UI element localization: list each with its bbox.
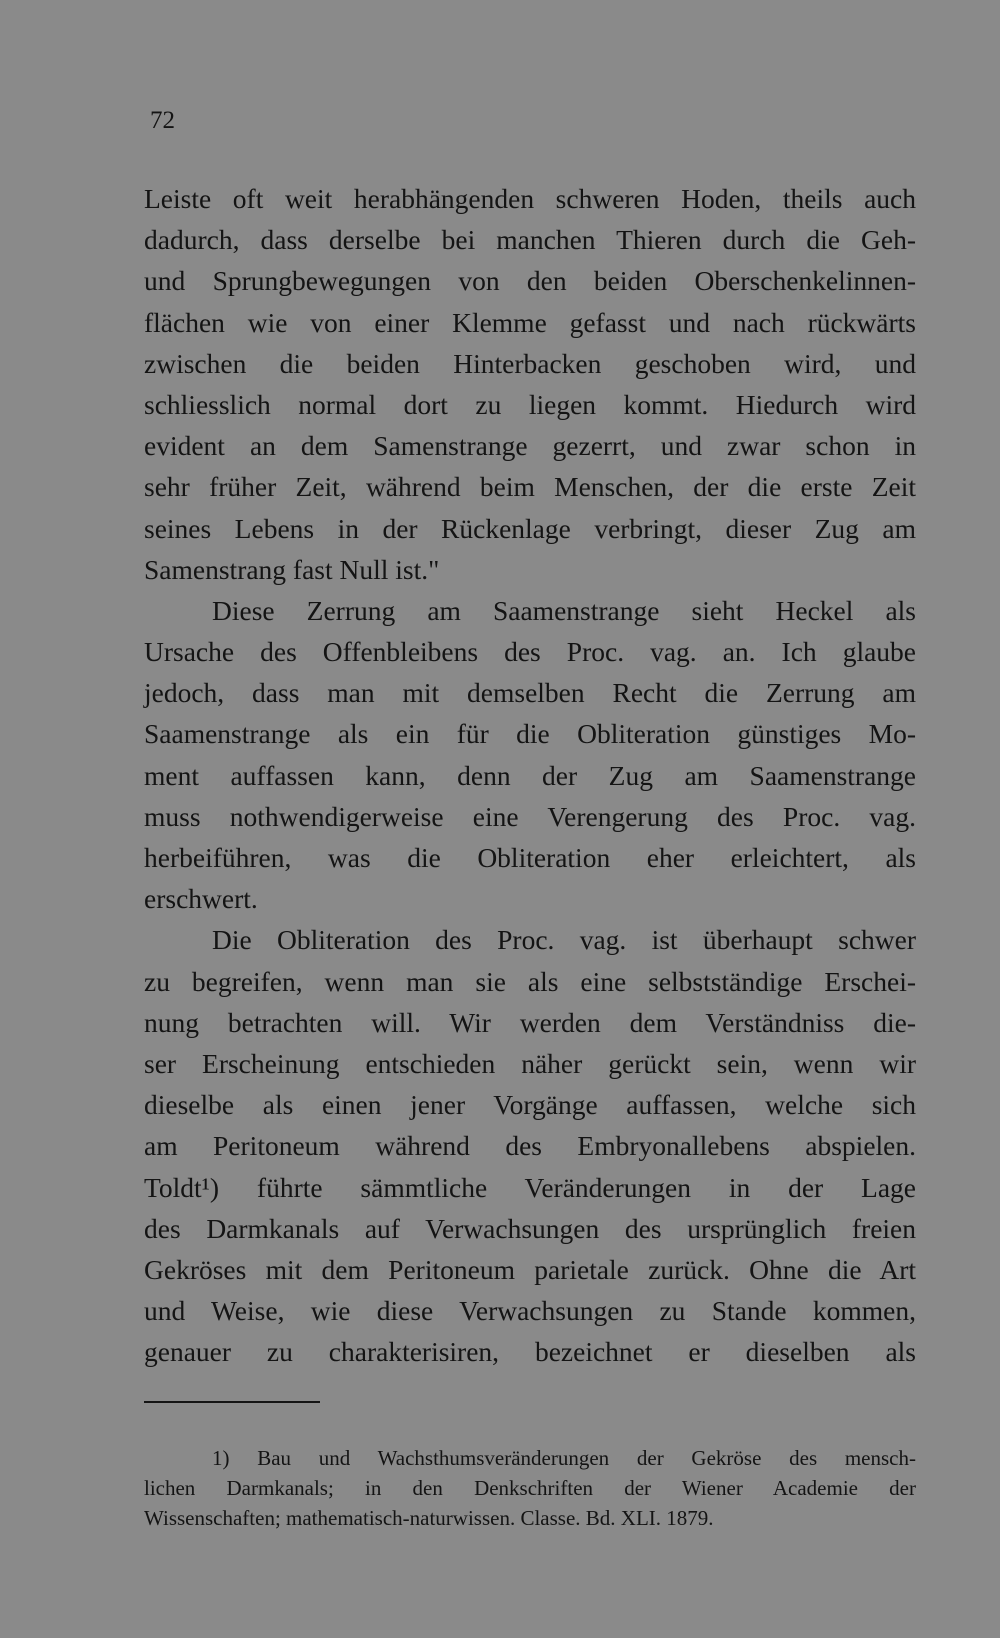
footnotes (144, 1443, 916, 1533)
text-line: Gekröses mit dem Peritoneum parietale zurück. Ohne die Art (144, 1253, 916, 1285)
text-line: Leiste oft weit herabhängenden schweren Hoden, theils auch (144, 183, 916, 214)
text-line: Saamenstrange als ein für die Obliteration günstiges Mo- (144, 718, 916, 750)
text-line: schliesslich normal dort zu liegen kommt. Hiedurch wird (144, 388, 916, 420)
paragraph-start-line: Diese Zerrung am Saamenstrange sieht Heckel als (212, 594, 916, 626)
text-line: sehr früher Zeit, während beim Menschen, der die erste Zeit (144, 471, 916, 503)
text-line: muss nothwendigerweise eine Verengerung des Proc. vag. (144, 800, 916, 832)
text-line: seines Lebens in der Rückenlage verbringt, dieser Zug am (144, 512, 916, 544)
body-text (144, 178, 916, 1372)
paragraph-start-line: Die Obliteration des Proc. vag. ist überhaupt schwer (212, 924, 916, 956)
text-line: und Weise, wie diese Verwachsungen zu Stande kommen, (144, 1295, 916, 1327)
footnote-line: Wissenschaften; mathematisch-naturwissen. Classe. Bd. XLI. 1879. (144, 1506, 714, 1530)
text-line: Ursache des Offenbleibens des Proc. vag. an. Ich glaube (144, 636, 916, 668)
text-line: erschwert. (144, 883, 258, 915)
text-line: ser Erscheinung entschieden näher gerückt sein, wenn wir (144, 1047, 916, 1079)
footnote-line: lichen Darmkanals; in den Denkschriften der Wiener Academie der (144, 1476, 916, 1500)
text-line: und Sprungbewegungen von den beiden Oberschenkelinnen- (144, 265, 916, 297)
text-line: Toldt¹) führte sämmtliche Veränderungen in der Lage (144, 1171, 916, 1203)
text-line: dadurch, dass derselbe bei manchen Thieren durch die Geh- (144, 224, 916, 256)
text-line: zwischen die beiden Hinterbacken geschoben wird, und (144, 347, 916, 379)
text-line: ment auffassen kann, denn der Zug am Saamenstrange (144, 759, 916, 791)
text-line: genauer zu charakterisiren, bezeichnet er dieselben als (144, 1336, 916, 1368)
text-line: des Darmkanals auf Verwachsungen des ursprünglich freien (144, 1212, 916, 1244)
page-number: 72 (150, 107, 175, 134)
text-line: dieselbe als einen jener Vorgänge auffassen, welche sich (144, 1089, 916, 1121)
text-line: nung betrachten will. Wir werden dem Verständniss die- (144, 1006, 916, 1038)
text-line: evident an dem Samenstrange gezerrt, und zwar schon in (144, 430, 916, 462)
footnote-line: 1) Bau und Wachsthumsveränderungen der Gekröse des mensch- (212, 1446, 916, 1470)
text-line: am Peritoneum während des Embryonallebens abspielen. (144, 1130, 916, 1162)
text-line: Samenstrang fast Null ist." (144, 553, 440, 585)
text-line: herbeiführen, was die Obliteration eher erleichtert, als (144, 842, 916, 873)
text-line: jedoch, dass man mit demselben Recht die Zerrung am (144, 677, 916, 709)
text-line: zu begreifen, wenn man sie als eine selbstständige Erschei- (144, 965, 916, 997)
text-line: flächen wie von einer Klemme gefasst und nach rückwärts (144, 306, 916, 338)
footnote-rule (144, 1401, 320, 1403)
